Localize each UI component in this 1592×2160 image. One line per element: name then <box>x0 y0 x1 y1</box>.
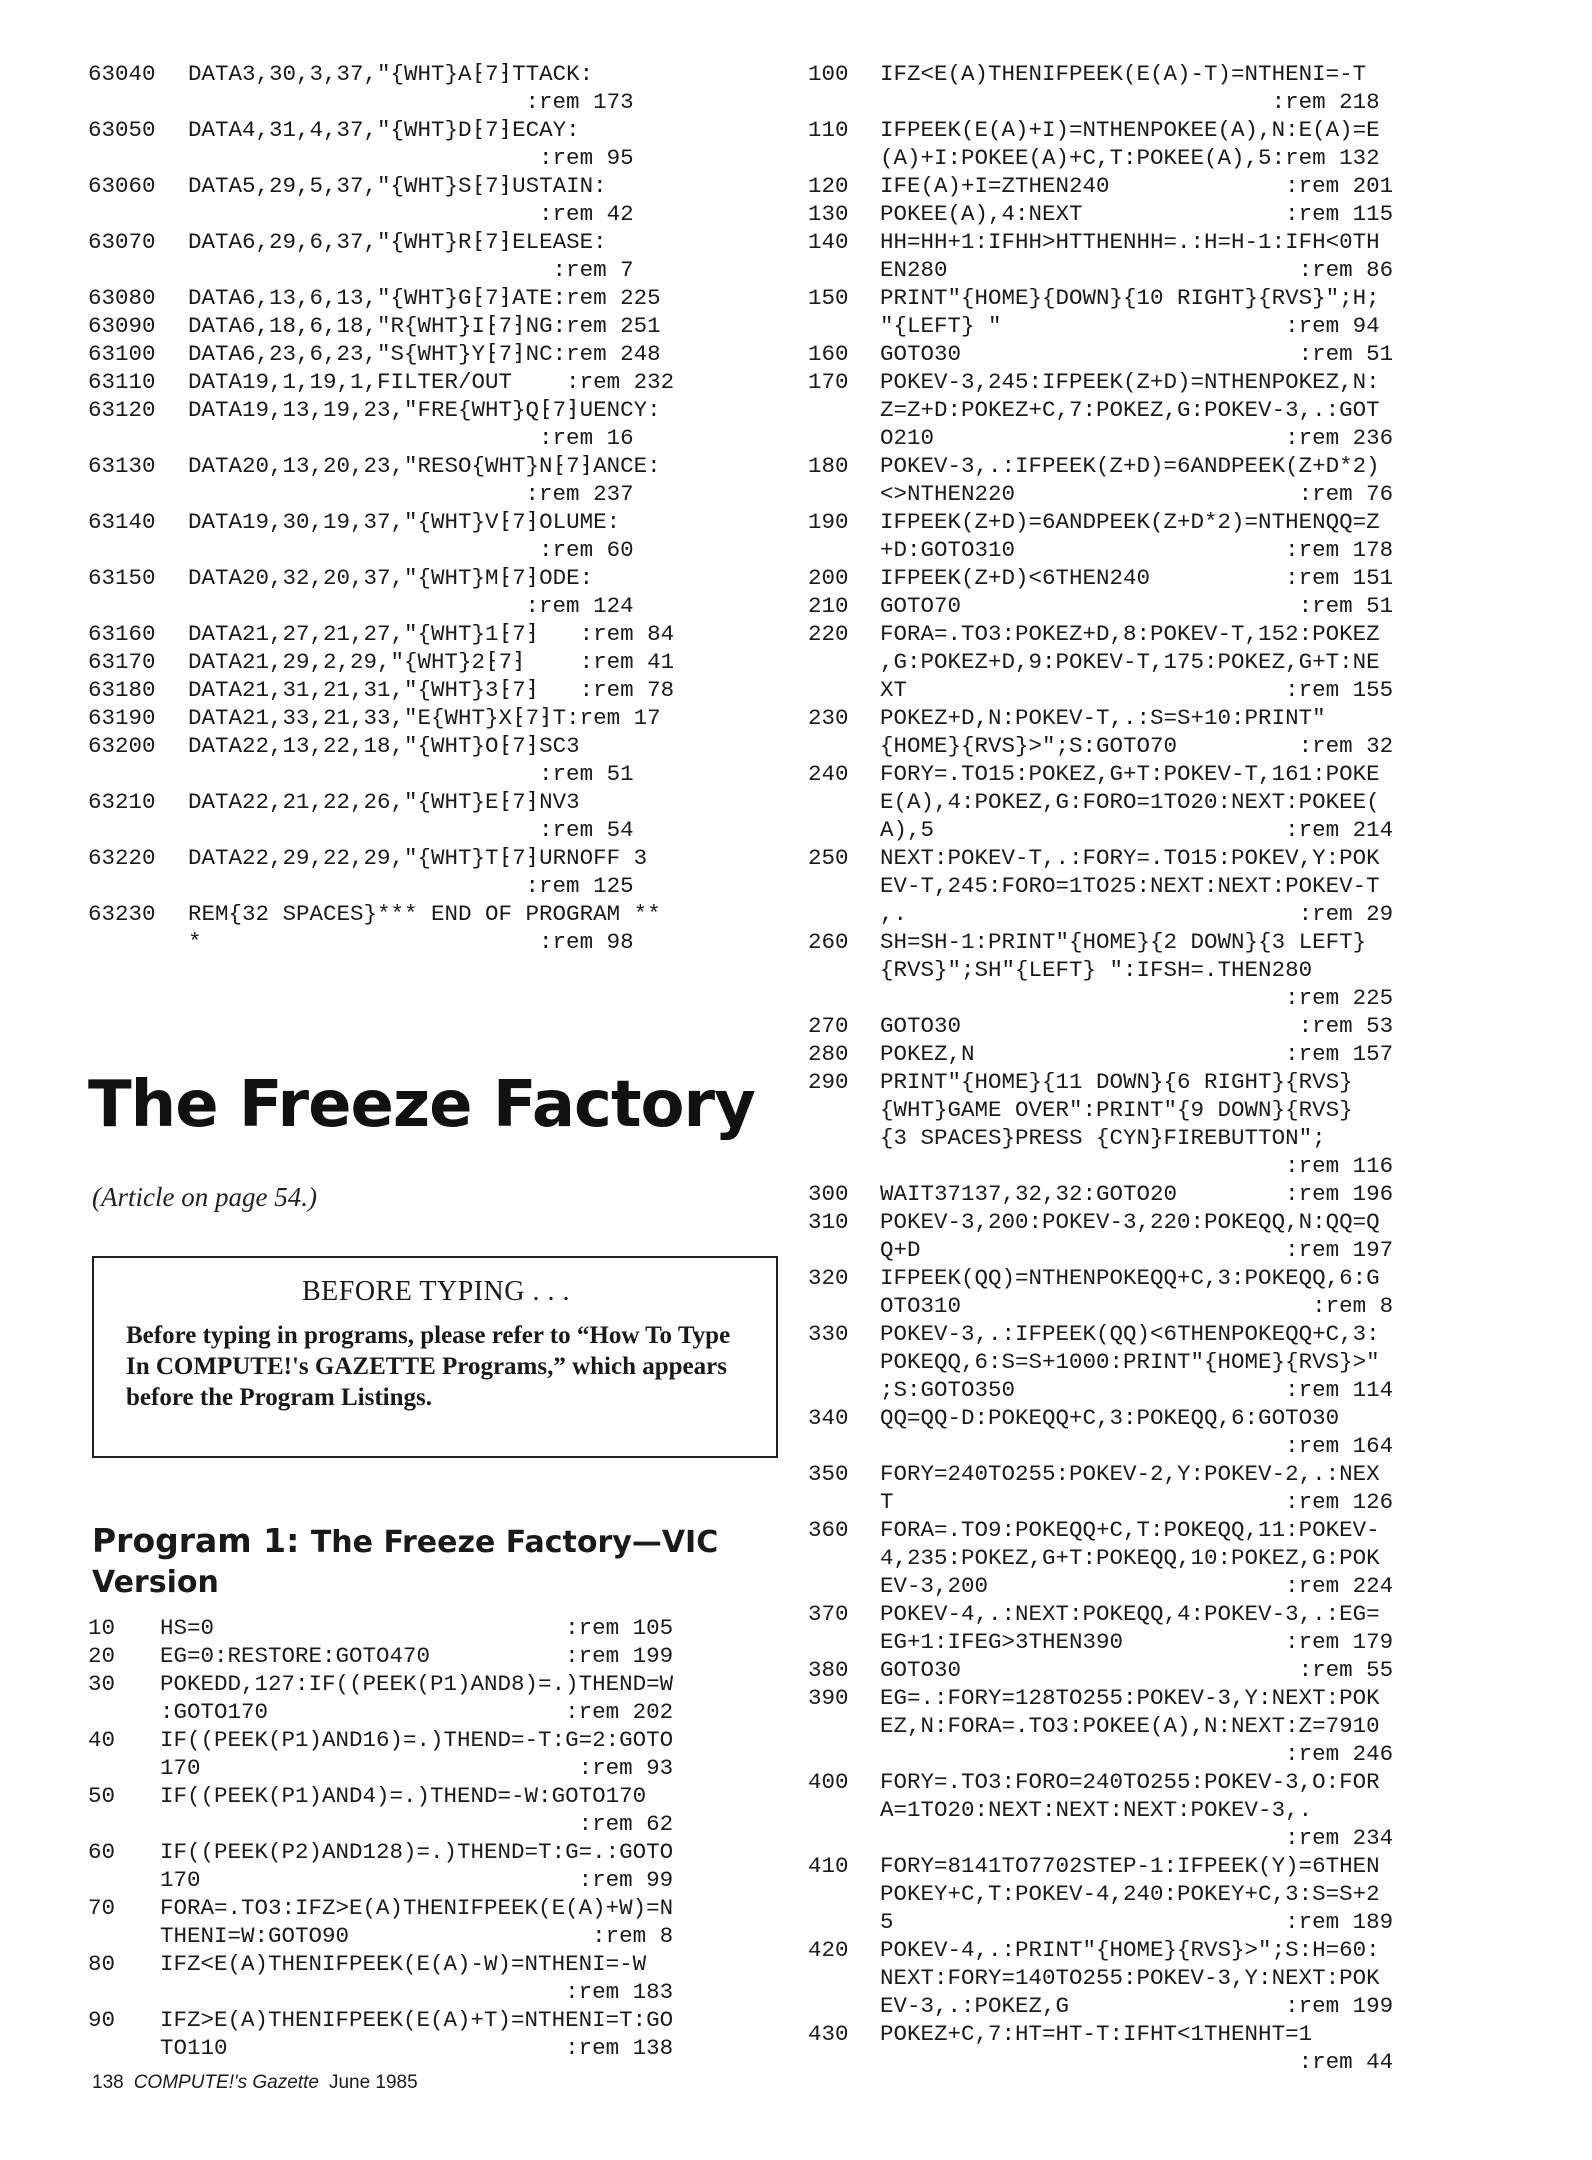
code-text: :rem 173 <box>188 89 634 115</box>
code-text: IF((PEEK(P1)AND4)=.)THEND=-W:GOTO170 <box>160 1783 647 1809</box>
listing-line <box>88 1642 788 1670</box>
issue-date: June 1985 <box>328 2072 418 2093</box>
line-number: 63080 <box>88 285 156 311</box>
code-text: POKEV-3,.:IFPEEK(Z+D)=6ANDPEEK(Z+D*2) <box>880 453 1380 479</box>
code-text: IFE(A)+I=ZTHEN240 :rem 201 <box>880 173 1394 199</box>
line-number: 300 <box>808 1181 849 1207</box>
code-text: THENI=W:GOTO90 :rem 8 <box>160 1923 674 1949</box>
line-number: 63200 <box>88 733 156 759</box>
line-number: 63170 <box>88 649 156 675</box>
listing-line <box>88 704 788 732</box>
code-text: 170 :rem 99 <box>160 1867 674 1893</box>
code-text: 170 :rem 93 <box>160 1755 674 1781</box>
listing-line <box>88 396 788 452</box>
code-text: EV-3,.:POKEZ,G :rem 199 <box>880 1993 1394 2019</box>
code-text: IF((PEEK(P2)AND128)=.)THEND=T:G=.:GOTO <box>160 1839 674 1865</box>
listing-line <box>808 1040 1508 1068</box>
line-number: 63050 <box>88 117 156 143</box>
code-text: :rem 51 <box>188 761 634 787</box>
code-text: DATA20,13,20,23,"RESO{WHT}N⁅7⁆ANCE: <box>188 453 661 479</box>
listing-line <box>88 172 788 228</box>
code-text: EG=.:FORY=128TO255:POKEV-3,Y:NEXT:POK <box>880 1685 1380 1711</box>
listing-line <box>808 1208 1508 1264</box>
line-number: 20 <box>88 1643 116 1669</box>
code-text: :rem 95 <box>188 145 634 171</box>
code-text: PRINT"{HOME}{11 DOWN}{6 RIGHT}{RVS} <box>880 1069 1353 1095</box>
code-text: GOTO70 :rem 51 <box>880 593 1394 619</box>
listing-line <box>808 1684 1508 1768</box>
code-text: {3 SPACES}PRESS {CYN}FIREBUTTON"; <box>880 1125 1326 1151</box>
line-number: 63130 <box>88 453 156 479</box>
listing-line <box>88 284 788 312</box>
program-heading-sub: The Freeze Factory—VIC Version <box>92 1525 719 1600</box>
program-heading-main: Program 1: <box>92 1521 311 1560</box>
code-text: :rem 234 <box>880 1825 1394 1851</box>
code-text: IF((PEEK(P1)AND16)=.)THEND=-T:G=2:GOTO <box>160 1727 674 1753</box>
listing-line <box>808 2020 1508 2076</box>
listing-line <box>808 1656 1508 1684</box>
listing-line <box>808 200 1508 228</box>
listing-line <box>808 172 1508 200</box>
code-text: POKEDD,127:IF((PEEK(P1)AND8)=.)THEND=W <box>160 1671 674 1697</box>
line-number: 250 <box>808 845 849 871</box>
code-text: GOTO30 :rem 53 <box>880 1013 1394 1039</box>
listing-line <box>88 368 788 396</box>
code-text: IFPEEK(Z+D)=6ANDPEEK(Z+D*2)=NTHENQQ=Z <box>880 509 1380 535</box>
code-text: HH=HH+1:IFHH>HTTHENHH=.:H=H-1:IFH<0TH <box>880 229 1380 255</box>
code-text: DATA19,30,19,37,"{WHT}V⁅7⁆OLUME: <box>188 509 621 535</box>
listing-line <box>808 368 1508 452</box>
code-text: DATA20,32,20,37,"{WHT}M⁅7⁆ODE: <box>188 565 594 591</box>
line-number: 63110 <box>88 369 156 395</box>
listing-line <box>88 228 788 284</box>
listing-line <box>808 704 1508 760</box>
line-number: 420 <box>808 1937 849 1963</box>
code-text: O210 :rem 236 <box>880 425 1394 451</box>
code-text: Z=Z+D:POKEZ+C,7:POKEZ,G:POKEV-3,.:GOT <box>880 397 1380 423</box>
code-text: FORY=8141TO7702STEP-1:IFPEEK(Y)=6THEN <box>880 1853 1380 1879</box>
code-text: EZ,N:FORA=.TO3:POKEE(A),N:NEXT:Z=7910 <box>880 1713 1380 1739</box>
listing-line <box>88 1614 788 1642</box>
listing-line <box>88 452 788 508</box>
listing-line <box>88 788 788 844</box>
code-text: POKEZ+C,7:HT=HT-T:IFHT<1THENHT=1 <box>880 2021 1313 2047</box>
article-page-reference: (Article on page 54.) <box>92 1182 317 1212</box>
before-typing-heading: BEFORE TYPING . . . <box>301 1276 570 1307</box>
code-text: POKEV-4,.:NEXT:POKEQQ,4:POKEV-3,.:EG= <box>880 1601 1380 1627</box>
code-text: EG+1:IFEG>3THEN390 :rem 179 <box>880 1629 1394 1655</box>
code-text: {RVS}";SH"{LEFT} ":IFSH=.THEN280 <box>880 957 1313 983</box>
code-text: DATA21,27,21,27,"{WHT}1⁅7⁆ :rem 84 <box>188 621 675 647</box>
code-text: NEXT:FORY=140TO255:POKEV-3,Y:NEXT:POK <box>880 1965 1380 1991</box>
line-number: 150 <box>808 285 849 311</box>
code-text: +D:GOTO310 :rem 178 <box>880 537 1394 563</box>
code-text: DATA19,13,19,23,"FRE{WHT}Q⁅7⁆UENCY: <box>188 397 661 423</box>
code-text: DATA22,29,22,29,"{WHT}T⁅7⁆URNOFF 3 <box>188 845 648 871</box>
code-text: :rem 42 <box>188 201 634 227</box>
listing-line <box>808 1264 1508 1320</box>
code-text: TO110 :rem 138 <box>160 2035 674 2061</box>
line-number: 10 <box>88 1615 116 1641</box>
code-text: IFZ>E(A)THENIFPEEK(E(A)+T)=NTHENI=T:GO <box>160 2007 674 2033</box>
code-text: DATA6,29,6,37,"{WHT}R⁅7⁆ELEASE: <box>188 229 607 255</box>
before-typing-body: Before typing in programs, please refer to “How To Type In COMPUTE!'s GAZETTE Programs,” which appears before the Program Listings. <box>126 1322 731 1411</box>
line-number: 190 <box>808 509 849 535</box>
line-number: 280 <box>808 1041 849 1067</box>
code-text: GOTO30 :rem 55 <box>880 1657 1394 1683</box>
code-text: :rem 116 <box>880 1153 1394 1179</box>
code-text: FORY=240TO255:POKEV-2,Y:POKEV-2,.:NEX <box>880 1461 1380 1487</box>
line-number: 240 <box>808 761 849 787</box>
code-text: :rem 44 <box>880 2049 1394 2075</box>
code-text: IFZ<E(A)THENIFPEEK(E(A)-W)=NTHENI=-W <box>160 1951 647 1977</box>
code-text: (A)+I:POKEE(A)+C,T:POKEE(A),5:rem 132 <box>880 145 1380 171</box>
line-number: 230 <box>808 705 849 731</box>
listing-line <box>808 1460 1508 1516</box>
line-number: 380 <box>808 1657 849 1683</box>
code-text: :rem 164 <box>880 1433 1394 1459</box>
code-text: PRINT"{HOME}{DOWN}{10 RIGHT}{RVS}";H; <box>880 285 1380 311</box>
listing-line <box>88 116 788 172</box>
code-text: POKEV-3,.:IFPEEK(QQ)<6THENPOKEQQ+C,3: <box>880 1321 1380 1347</box>
code-text: FORY=.TO3:FORO=240TO255:POKEV-3,O:FOR <box>880 1769 1380 1795</box>
code-text: :rem 62 <box>160 1811 674 1837</box>
code-text: EV-3,200 :rem 224 <box>880 1573 1394 1599</box>
code-text: E(A),4:POKEZ,G:FORO=1TO20:NEXT:POKEE( <box>880 789 1380 815</box>
code-text: IFPEEK(QQ)=NTHENPOKEQQ+C,3:POKEQQ,6:G <box>880 1265 1380 1291</box>
code-text: :GOTO170 :rem 202 <box>160 1699 674 1725</box>
code-text: IFPEEK(Z+D)<6THEN240 :rem 151 <box>880 565 1394 591</box>
listing-line <box>808 1516 1508 1600</box>
line-number: 100 <box>808 61 849 87</box>
line-number: 110 <box>808 117 849 143</box>
line-number: 63190 <box>88 705 156 731</box>
listing-line <box>808 116 1508 172</box>
listing-line <box>808 1068 1508 1180</box>
listing-line <box>808 592 1508 620</box>
code-text: :rem 183 <box>160 1979 674 2005</box>
listing-line <box>88 564 788 620</box>
publication-name: COMPUTE!'s Gazette <box>133 2072 319 2093</box>
listing-line <box>808 284 1508 340</box>
listing-line <box>808 1768 1508 1852</box>
line-number: 63180 <box>88 677 156 703</box>
listing-line <box>808 844 1508 928</box>
line-number: 320 <box>808 1265 849 1291</box>
line-number: 63220 <box>88 845 156 871</box>
listing-line <box>88 648 788 676</box>
listing-line <box>808 1600 1508 1656</box>
line-number: 180 <box>808 453 849 479</box>
code-text: ;S:GOTO350 :rem 114 <box>880 1377 1394 1403</box>
code-text: DATA6,13,6,13,"{WHT}G⁅7⁆ATE:rem 225 <box>188 285 661 311</box>
code-text: DATA6,23,6,23,"S{WHT}Y⁅7⁆NC:rem 248 <box>188 341 661 367</box>
line-number: 340 <box>808 1405 849 1431</box>
code-text: {HOME}{RVS}>";S:GOTO70 :rem 32 <box>880 733 1394 759</box>
code-text: :rem 237 <box>188 481 634 507</box>
code-text: POKEV-3,200:POKEV-3,220:POKEQQ,N:QQ=Q <box>880 1209 1380 1235</box>
code-text: FORY=.TO15:POKEZ,G+T:POKEV-T,161:POKE <box>880 761 1380 787</box>
line-number: 170 <box>808 369 849 395</box>
code-text: DATA5,29,5,37,"{WHT}S⁅7⁆USTAIN: <box>188 173 607 199</box>
line-number: 60 <box>88 1839 116 1865</box>
line-number: 350 <box>808 1461 849 1487</box>
line-number: 120 <box>808 173 849 199</box>
code-text: FORA=.TO3:POKEZ+D,8:POKEV-T,152:POKEZ <box>880 621 1380 647</box>
listing-line <box>808 228 1508 284</box>
listing-line <box>808 1404 1508 1460</box>
listing-line <box>88 508 788 564</box>
code-text: NEXT:POKEV-T,.:FORY=.TO15:POKEV,Y:POK <box>880 845 1380 871</box>
line-number: 360 <box>808 1517 849 1543</box>
code-text: DATA21,33,21,33,"E{WHT}X⁅7⁆T:rem 17 <box>188 705 661 731</box>
code-text: POKEZ+D,N:POKEV-T,.:S=S+10:PRINT" <box>880 705 1326 731</box>
listing-line <box>88 844 788 900</box>
listing-line <box>88 732 788 788</box>
line-number: 390 <box>808 1685 849 1711</box>
listing-line <box>88 1782 788 1838</box>
listing-line <box>88 340 788 368</box>
code-text: :rem 218 <box>880 89 1380 115</box>
code-text: DATA22,13,22,18,"{WHT}O⁅7⁆SC3 <box>188 733 580 759</box>
line-number: 140 <box>808 229 849 255</box>
listing-line <box>88 1838 788 1894</box>
listing-line <box>88 2006 788 2062</box>
line-number: 130 <box>808 201 849 227</box>
code-text: POKEZ,N :rem 157 <box>880 1041 1394 1067</box>
code-text: :rem 124 <box>188 593 634 619</box>
code-text: "{LEFT} " :rem 94 <box>880 313 1380 339</box>
code-text: ,G:POKEZ+D,9:POKEV-T,175:POKEZ,G+T:NE <box>880 649 1380 675</box>
article-title: The Freeze Factory <box>88 1068 755 1142</box>
line-number: 30 <box>88 1671 116 1697</box>
line-number: 63150 <box>88 565 156 591</box>
listing-line <box>88 1670 788 1726</box>
code-text: <>NTHEN220 :rem 76 <box>880 481 1394 507</box>
code-text: :rem 225 <box>880 985 1394 1011</box>
line-number: 430 <box>808 2021 849 2047</box>
listing-line <box>808 508 1508 564</box>
listing-line <box>808 452 1508 508</box>
listing-line <box>808 760 1508 844</box>
listing-line <box>808 1012 1508 1040</box>
listing-line <box>88 676 788 704</box>
code-text: FORA=.TO9:POKEQQ+C,T:POKEQQ,11:POKEV- <box>880 1517 1380 1543</box>
line-number: 63070 <box>88 229 156 255</box>
listing-line <box>808 1180 1508 1208</box>
listing-line <box>808 340 1508 368</box>
code-text: HS=0 :rem 105 <box>160 1615 674 1641</box>
code-text: OTO310 :rem 8 <box>880 1293 1394 1319</box>
line-number: 63140 <box>88 509 156 535</box>
line-number: 370 <box>808 1601 849 1627</box>
code-text: POKEY+C,T:POKEV-4,240:POKEY+C,3:S=S+2 <box>880 1881 1380 1907</box>
line-number: 310 <box>808 1209 849 1235</box>
line-number: 270 <box>808 1013 849 1039</box>
code-text: DATA21,31,21,31,"{WHT}3⁅7⁆ :rem 78 <box>188 677 675 703</box>
line-number: 80 <box>88 1951 116 1977</box>
listing-line <box>808 60 1508 116</box>
line-number: 63100 <box>88 341 156 367</box>
code-text: * :rem 98 <box>188 929 634 955</box>
code-text: EN280 :rem 86 <box>880 257 1394 283</box>
code-text: 5 :rem 189 <box>880 1909 1394 1935</box>
program-heading <box>92 1522 792 1602</box>
code-text: :rem 16 <box>188 425 634 451</box>
line-number: 290 <box>808 1069 849 1095</box>
code-text: WAIT37137,32,32:GOTO20 :rem 196 <box>880 1181 1394 1207</box>
listing-line <box>88 60 788 116</box>
code-text: FORA=.TO3:IFZ>E(A)THENIFPEEK(E(A)+W)=N <box>160 1895 674 1921</box>
listing-line <box>808 928 1508 1012</box>
code-text: A=1TO20:NEXT:NEXT:NEXT:POKEV-3,. <box>880 1797 1313 1823</box>
code-text: IFPEEK(E(A)+I)=NTHENPOKEE(A),N:E(A)=E <box>880 117 1380 143</box>
line-number: 220 <box>808 621 849 647</box>
line-number: 90 <box>88 2007 116 2033</box>
code-text: POKEV-4,.:PRINT"{HOME}{RVS}>";S:H=60: <box>880 1937 1380 1963</box>
code-text: :rem 54 <box>188 817 634 843</box>
line-number: 63210 <box>88 789 156 815</box>
code-text: Q+D :rem 197 <box>880 1237 1394 1263</box>
listing-line <box>88 900 788 956</box>
line-number: 410 <box>808 1853 849 1879</box>
page-number: 138 <box>92 2072 124 2093</box>
listing-line <box>88 1894 788 1950</box>
line-number: 63160 <box>88 621 156 647</box>
code-text: DATA3,30,3,37,"{WHT}A⁅7⁆TTACK: <box>188 61 594 87</box>
line-number: 50 <box>88 1783 116 1809</box>
line-number: 63090 <box>88 313 156 339</box>
code-text: {WHT}GAME OVER":PRINT"{9 DOWN}{RVS} <box>880 1097 1353 1123</box>
line-number: 260 <box>808 929 849 955</box>
line-number: 330 <box>808 1321 849 1347</box>
listing-line <box>808 620 1508 704</box>
code-text: XT :rem 155 <box>880 677 1394 703</box>
line-number: 200 <box>808 565 849 591</box>
code-text: GOTO30 :rem 51 <box>880 341 1394 367</box>
listing-line <box>808 1320 1508 1404</box>
listing-line <box>808 1852 1508 1936</box>
line-number: 400 <box>808 1769 849 1795</box>
line-number: 70 <box>88 1895 116 1921</box>
code-text: DATA22,21,22,26,"{WHT}E⁅7⁆NV3 <box>188 789 580 815</box>
line-number: 210 <box>808 593 849 619</box>
line-number: 63060 <box>88 173 156 199</box>
line-number: 40 <box>88 1727 116 1753</box>
listing-line <box>88 1726 788 1782</box>
code-text: :rem 60 <box>188 537 634 563</box>
page-footer <box>92 2072 418 2094</box>
code-text: POKEV-3,245:IFPEEK(Z+D)=NTHENPOKEZ,N: <box>880 369 1380 395</box>
code-text: DATA21,29,2,29,"{WHT}2⁅7⁆ :rem 41 <box>188 649 675 675</box>
code-text: SH=SH-1:PRINT"{HOME}{2 DOWN}{3 LEFT} <box>880 929 1367 955</box>
code-text: QQ=QQ-D:POKEQQ+C,3:POKEQQ,6:GOTO30 <box>880 1405 1340 1431</box>
code-text: POKEE(A),4:NEXT :rem 115 <box>880 201 1394 227</box>
line-number: 63230 <box>88 901 156 927</box>
listing-line <box>808 1936 1508 2020</box>
code-text: :rem 125 <box>188 873 634 899</box>
listing-line <box>88 312 788 340</box>
listing-line <box>88 1950 788 2006</box>
code-text: EG=0:RESTORE:GOTO470 :rem 199 <box>160 1643 674 1669</box>
listing-line <box>88 620 788 648</box>
code-text: 4,235:POKEZ,G+T:POKEQQ,10:POKEZ,G:POK <box>880 1545 1380 1571</box>
line-number: 63120 <box>88 397 156 423</box>
code-text: ,. :rem 29 <box>880 901 1394 927</box>
code-text: DATA19,1,19,1,FILTER/OUT :rem 232 <box>188 369 675 395</box>
line-number: 160 <box>808 341 849 367</box>
before-typing-box <box>92 1256 778 1458</box>
code-text: :rem 246 <box>880 1741 1394 1767</box>
listing-line <box>808 564 1508 592</box>
code-text: IFZ<E(A)THENIFPEEK(E(A)-T)=NTHENI=-T <box>880 61 1367 87</box>
code-text: T :rem 126 <box>880 1489 1394 1515</box>
code-text: A),5 :rem 214 <box>880 817 1394 843</box>
code-text: POKEQQ,6:S=S+1000:PRINT"{HOME}{RVS}>" <box>880 1349 1380 1375</box>
line-number: 63040 <box>88 61 156 87</box>
code-text: DATA4,31,4,37,"{WHT}D⁅7⁆ECAY: <box>188 117 580 143</box>
code-text: REM{32 SPACES}*** END OF PROGRAM ** <box>188 901 661 927</box>
code-text: :rem 7 <box>188 257 634 283</box>
code-text: EV-T,245:FORO=1TO25:NEXT:NEXT:POKEV-T <box>880 873 1380 899</box>
code-text: DATA6,18,6,18,"R{WHT}I⁅7⁆NG:rem 251 <box>188 313 661 339</box>
